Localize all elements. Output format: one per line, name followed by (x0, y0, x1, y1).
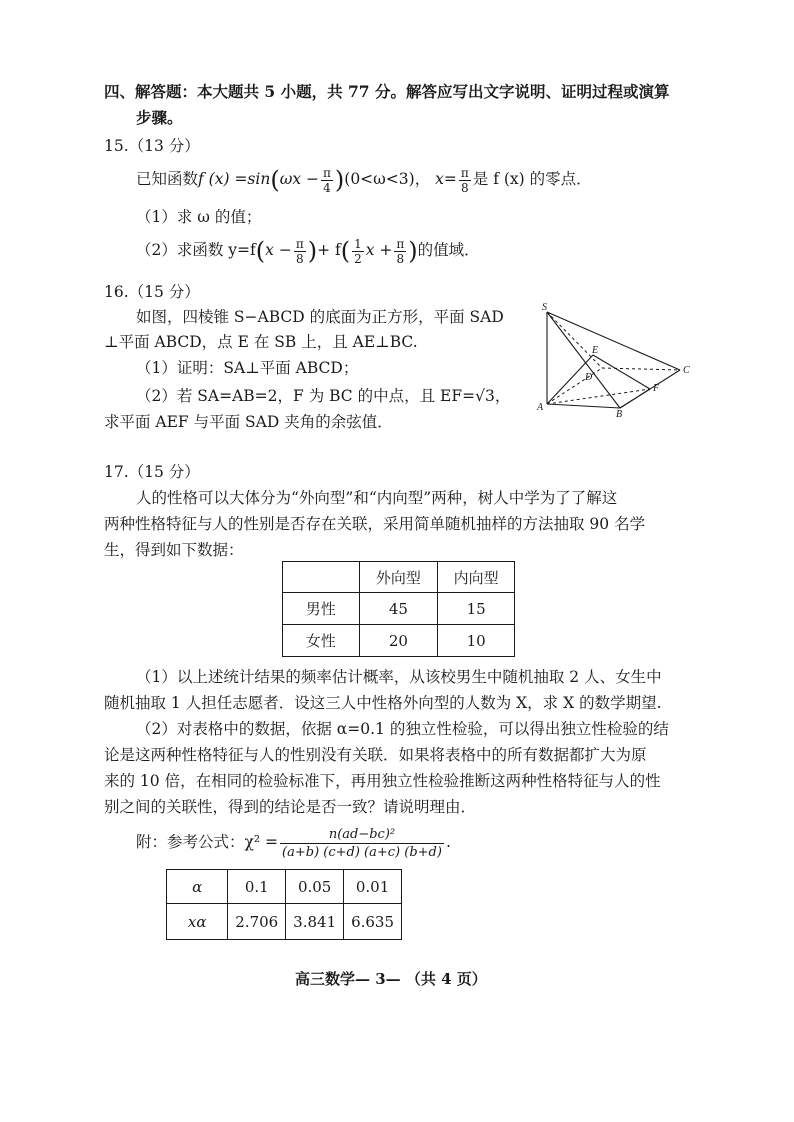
q15-stem: 已知函数f (x) =sin(ωx − $\frac{\pi}{4}$ )(0<ω<3)， x= $\frac{\pi}{8}$ 是 f (x) 的零点． (136, 165, 592, 195)
q15-number: 15.（13 分） (104, 137, 200, 155)
label-A: A (537, 402, 544, 413)
chi-square-formula: 附：参考公式：χ² = $\frac{\text{n(ad−bc)²}}{(a+b) (c+d) (a+c) (b+d)}$ . (136, 826, 451, 860)
formula-fraction: $\frac{\text{n(ad−bc)²}}{(a+b) (c+d) (a+c) (b+d)}$ (282, 826, 442, 860)
q16-line1: 如图，四棱锥 S−ABCD 的底面为正方形，平面 SAD (136, 308, 504, 326)
page-footer: 高三数学— 3— （共 4 页） (295, 970, 487, 988)
table-row: α 0.1 0.05 0.01 (167, 870, 402, 904)
q17-p2-line3: 来的 10 倍，在相同的检验标准下，再用独立性检验推断这两种性格特征与人的性 (104, 772, 661, 790)
q15-stem-tail: 是 f (x) 的零点． (472, 170, 592, 188)
q16-part1: （1）证明：SA⊥平面 ABCD； (136, 359, 359, 377)
table-row: 女性 20 10 (283, 625, 515, 657)
q17-number: 17.（15 分） (104, 463, 200, 481)
q17-line2: 两种性格特征与人的性别是否存在关联，采用简单随机抽样的方法抽取 90 名学 (104, 515, 646, 533)
q16-part2: （2）若 SA=AB=2，F 为 BC 的中点，且 EF=√3， (136, 387, 511, 405)
q17-p2-line1: （2）对表格中的数据，依据 α=0.1 的独立性检验，可以得出独立性检验的结 (136, 720, 669, 738)
q15-stem-omega: ωx − (279, 170, 319, 188)
q15-part2: （2）求函数 y=f(x − $\frac{\pi}{8}$ )+ f( $\frac{1}{2}$ x + $\frac{\pi}{8}$ )的值域． (136, 236, 480, 266)
q15-stem-cond: (0<ω<3)， (344, 170, 431, 188)
q15-stem-a: 已知函数 (136, 170, 199, 188)
formula-prefix: 附：参考公式：χ² = (136, 833, 279, 851)
q15-frac-pi4: $\frac{\pi}{4}$ (323, 165, 331, 195)
q16-part2b: 求平面 AEF 与平面 SAD 夹角的余弦值． (104, 413, 393, 431)
table-row: xα 2.706 3.841 6.635 (167, 904, 402, 940)
gender-personality-table (282, 561, 515, 657)
alpha-critical-table (166, 869, 402, 940)
q16-line2: ⊥平面 ABCD，点 E 在 SB 上，且 AE⊥BC. (104, 333, 418, 351)
table-header-cell: 外向型 (359, 562, 438, 593)
q17-line1: 人的性格可以大体分为“外向型”和“内向型”两种，树人中学为了了解这 (136, 489, 618, 507)
q15-part1: （1）求 ω 的值； (136, 208, 262, 226)
section-title-line2: 步骤。 (136, 108, 183, 127)
label-D: D (585, 372, 593, 383)
q17-line3: 生，得到如下数据： (104, 541, 244, 559)
q15-stem-x: x= (435, 170, 457, 188)
label-S: S (542, 302, 547, 313)
pyramid-figure (530, 300, 700, 420)
section-title-line1: 四、解答题：本大题共 5 小题，共 77 分。解答应写出文字说明、证明过程或演算 (104, 82, 670, 101)
table-row: 男性 45 15 (283, 593, 515, 625)
table-header-cell: 内向型 (438, 562, 515, 593)
q15-stem-f: f (x) =sin (198, 170, 271, 188)
table-header-cell (283, 562, 360, 593)
q17-p1-line1: （1）以上述统计结果的频率估计概率，从该校男生中随机抽取 2 人、女生中 (136, 668, 662, 686)
q17-p2-line4: 别之间的关联性，得到的结论是否一致？请说明理由． (104, 798, 477, 816)
q17-p2-line2: 论是这两种性格特征与人的性别没有关联．如果将表格中的所有数据都扩大为原 (104, 746, 647, 764)
label-C: C (683, 365, 690, 376)
label-B: B (616, 409, 623, 420)
q15-frac-pi8: $\frac{\pi}{8}$ (460, 165, 469, 195)
label-F: F (653, 383, 660, 394)
q17-p1-line2: 随机抽取 1 人担任志愿者．设这三人中性格外向型的人数为 X，求 X 的数学期望. (104, 694, 662, 712)
q16-number: 16.（15 分） (104, 283, 200, 301)
label-E: E (592, 345, 599, 356)
